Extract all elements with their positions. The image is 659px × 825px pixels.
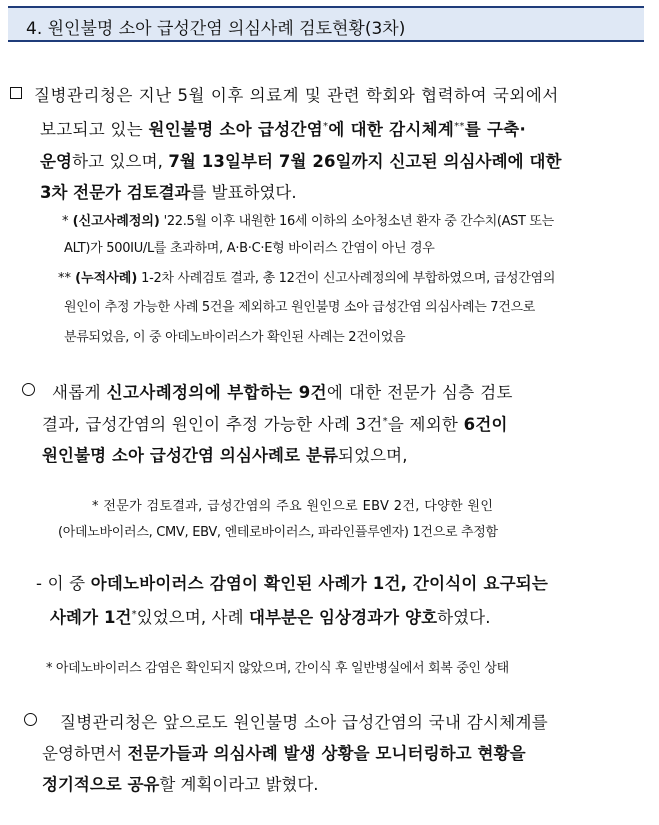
note4-line1: * 아데노바이러스 감염은 확인되지 않았으며, 간이식 후 일반병실에서 회복 중인 상태 <box>46 661 509 676</box>
para2-line3: 원인불명 소아 급성간염 의심사례로 분류되었으며, <box>42 446 408 465</box>
circle-bullet-icon <box>22 383 35 396</box>
section-title-box <box>8 6 644 42</box>
section-title: 4. 원인불명 소아 급성간염 의심사례 검토현황(3차) <box>26 19 406 39</box>
para4-line1: 질병관리청은 앞으로도 원인불명 소아 급성간염의 국내 감시체계를 <box>60 713 548 732</box>
para3-line2: 사례가 1건*있었으며, 사례 대부분은 임상경과가 양호하였다. <box>50 608 491 627</box>
para4-line3: 정기적으로 공유할 계획이라고 밝혔다. <box>42 775 319 794</box>
para2-line1: 새롭게 신고사례정의에 부합하는 9건에 대한 전문가 심층 검토 <box>52 383 513 402</box>
para1-line4: 3차 전문가 검토결과를 발표하였다. <box>40 183 297 202</box>
para4-line2: 운영하면서 전문가들과 의심사례 발생 상황을 모니터링하고 현황을 <box>42 744 526 763</box>
para1-line2: 보고되고 있는 원인불명 소아 급성간염*에 대한 감시체계**를 구축· <box>40 120 527 139</box>
note2-line3: 분류되었음, 이 중 아데노바이러스가 확인된 사례는 2건이었음 <box>64 330 406 345</box>
note1-line2: ALT)가 500IU/L를 초과하며, A·B·C·E형 바이러스 간염이 아닌 경우 <box>64 241 435 256</box>
note3-line2: (아데노바이러스, CMV, EBV, 엔테로바이러스, 파라인플루엔자) 1건으로 추정함 <box>58 525 498 540</box>
para3-line1: - 이 중 아데노바이러스 감염이 확인된 사례가 1건, 간이식이 요구되는 <box>36 574 549 593</box>
para1-line1: 질병관리청은 지난 5월 이후 의료계 및 관련 학회와 협력하여 국외에서 <box>34 86 559 105</box>
note1-line1: * (신고사례정의) '22.5월 이후 내원한 16세 이하의 소아청소년 환자 중 간수치(AST 또는 <box>62 214 554 229</box>
note2-line2: 원인이 추정 가능한 사례 5건을 제외하고 원인불명 소아 급성간염 의심사례는 7건으로 <box>64 300 536 315</box>
note2-line1: ** (누적사례) 1-2차 사례검토 결과, 총 12건이 신고사례정의에 부합하였으며, 급성간염의 <box>58 271 556 286</box>
note3-line1: * 전문가 검토결과, 급성간염의 주요 원인으로 EBV 2건, 다양한 원인 <box>92 499 494 514</box>
para1-line3: 운영하고 있으며, 7월 13일부터 7월 26일까지 신고된 의심사례에 대한 <box>40 152 562 171</box>
square-bullet-icon <box>10 87 22 99</box>
para2-line2: 결과, 급성간염의 원인이 추정 가능한 사례 3건*을 제외한 6건이 <box>42 415 508 434</box>
circle-bullet-icon <box>24 713 37 726</box>
